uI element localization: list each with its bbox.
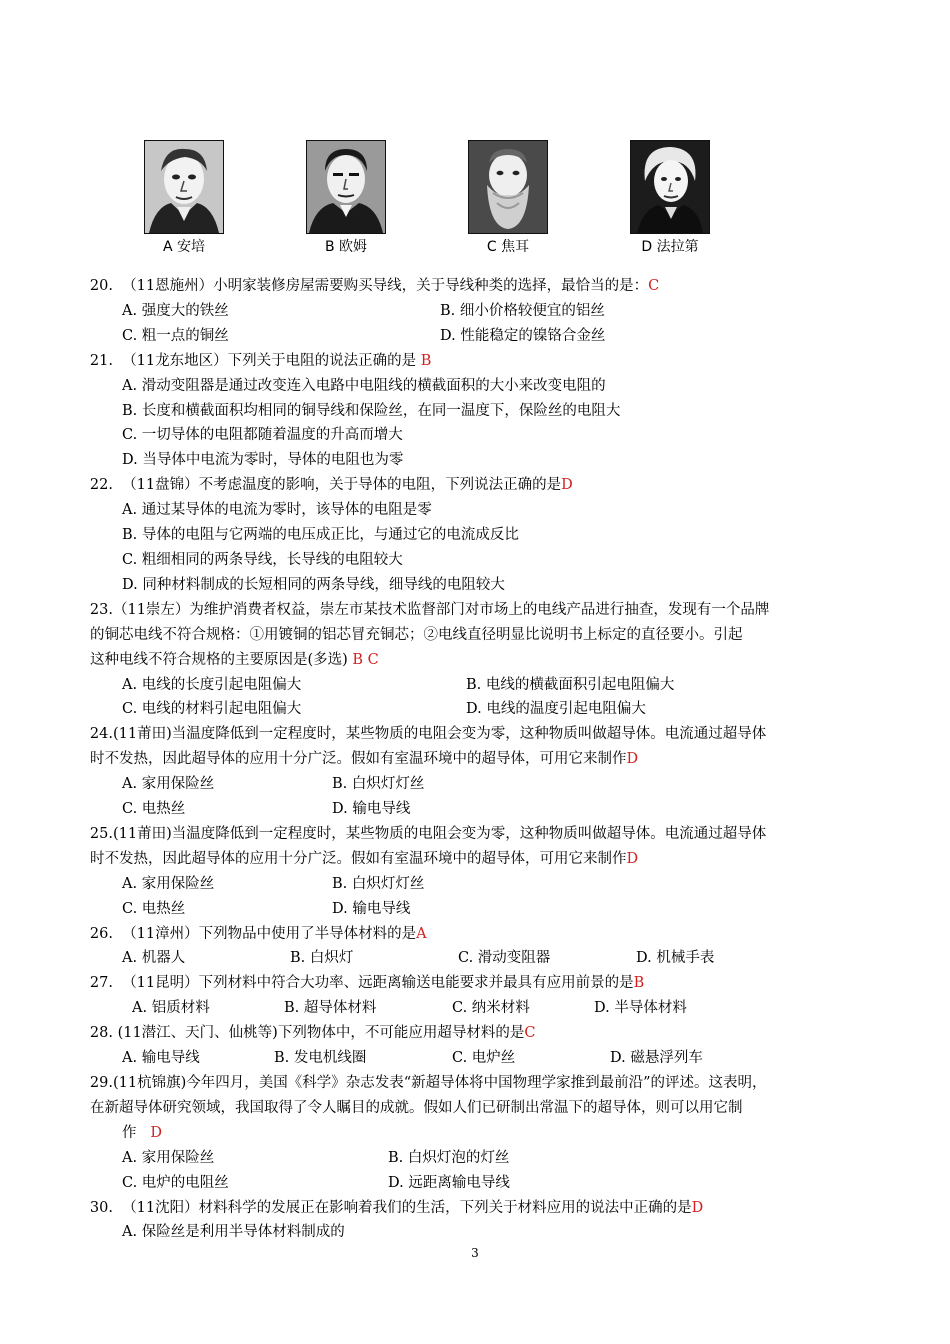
option: A. 铝质材料 bbox=[132, 1000, 210, 1017]
answer: D bbox=[150, 1124, 162, 1141]
options-row bbox=[90, 1046, 865, 1071]
options-row bbox=[90, 324, 865, 349]
options-row bbox=[90, 673, 865, 698]
option: B. 白炽灯灯丝 bbox=[332, 776, 425, 793]
option: B. 电线的横截面积引起电阻偏大 bbox=[466, 676, 675, 693]
portrait-faraday bbox=[628, 140, 712, 255]
option: B. 细小价格较便宜的铝丝 bbox=[440, 302, 605, 319]
question-28 bbox=[90, 1021, 865, 1071]
option: C. 电炉丝 bbox=[452, 1050, 516, 1067]
page-number: 3 bbox=[471, 1246, 479, 1260]
option: A. 保险丝是利用半导体材料制成的 bbox=[122, 1224, 345, 1241]
options-row bbox=[90, 946, 865, 971]
portrait-photo bbox=[468, 140, 548, 234]
options-row bbox=[90, 299, 865, 324]
option: D. 性能稳定的镍铬合金丝 bbox=[440, 327, 606, 344]
question-stem: 26. （11漳州）下列物品中使用了半导体材料的是A bbox=[89, 925, 427, 942]
portrait-ohm bbox=[304, 140, 388, 255]
option: C. 粗一点的铜丝 bbox=[122, 327, 229, 344]
question-27 bbox=[90, 971, 865, 1021]
question-list bbox=[90, 274, 865, 1245]
option: A. 输电导线 bbox=[122, 1050, 200, 1067]
question-stem: 20. （11恩施州）小明家装修房屋需要购买导线，关于导线种类的选择，最恰当的是：C bbox=[89, 278, 660, 294]
option: D. 机械手表 bbox=[636, 950, 715, 967]
option: A. 家用保险丝 bbox=[122, 1149, 215, 1166]
option: C. 滑动变阻器 bbox=[458, 950, 551, 967]
question-stem: 27. （11昆明）下列材料中符合大功率、远距离输送电能要求并最具有应用前景的是B bbox=[89, 975, 645, 992]
option: B. 导体的电阻与它两端的电压成正比，与通过它的电流成反比 bbox=[122, 527, 519, 544]
question-29 bbox=[90, 1071, 865, 1196]
options-row bbox=[90, 872, 865, 897]
option: D. 同种材料制成的长短相同的两条导线，细导线的电阻较大 bbox=[122, 576, 505, 593]
question-stem-continued: 这种电线不符合规格的主要原因是(多选) B C bbox=[90, 651, 379, 668]
option: C. 电热丝 bbox=[122, 801, 186, 818]
answer: A bbox=[416, 925, 427, 942]
portrait-photo bbox=[144, 140, 224, 234]
answer: B bbox=[633, 975, 645, 992]
option: A. 通过某导体的电流为零时，该导体的电阻是零 bbox=[122, 502, 432, 519]
question-25 bbox=[90, 822, 865, 922]
option: D. 半导体材料 bbox=[594, 1000, 687, 1017]
question-stem: 21. （11龙东地区）下列关于电阻的说法正确的是 B bbox=[89, 352, 432, 369]
option: A. 电线的长度引起电阻偏大 bbox=[122, 676, 302, 693]
portrait-caption: C 焦耳 bbox=[486, 239, 530, 255]
option: D. 输电导线 bbox=[332, 900, 411, 917]
option: A. 家用保险丝 bbox=[122, 776, 215, 793]
option: D. 输电导线 bbox=[332, 801, 411, 818]
answer: C bbox=[648, 278, 660, 294]
portrait-photo bbox=[306, 140, 386, 234]
question-stem: 28. (11潜江、天门、仙桃等)下列物体中，不可能应用超导材料的是C bbox=[89, 1025, 536, 1042]
question-stem-continued: 作 D bbox=[122, 1124, 162, 1141]
question-20 bbox=[90, 274, 865, 349]
answer: D bbox=[626, 850, 639, 867]
option: A. 机器人 bbox=[122, 950, 186, 967]
option: B. 长度和横截面积均相同的铜导线和保险丝，在同一温度下，保险丝的电阻大 bbox=[122, 402, 621, 419]
question-24 bbox=[90, 722, 865, 822]
answer: D bbox=[561, 477, 573, 494]
option: A. 强度大的铁丝 bbox=[122, 302, 229, 319]
options-row bbox=[90, 1171, 865, 1196]
question-stem-continued: 在新超导体研究领域，我国取得了令人瞩目的成就。假如人们已研制出常温下的超导体，则可以用它制 bbox=[90, 1099, 743, 1116]
option: B. 白炽灯灯丝 bbox=[332, 875, 425, 892]
options-row bbox=[90, 996, 865, 1021]
portrait-ampere bbox=[142, 140, 226, 255]
question-23 bbox=[90, 598, 865, 723]
options-row bbox=[90, 797, 865, 822]
option: D. 电线的温度引起电阻偏大 bbox=[466, 701, 646, 718]
options-row bbox=[90, 697, 865, 722]
option: B. 白炽灯泡的灯丝 bbox=[388, 1149, 510, 1166]
option: C. 电炉的电阻丝 bbox=[122, 1174, 229, 1191]
portrait-caption: D 法拉第 bbox=[641, 239, 699, 255]
question-stem-continued: 时不发热，因此超导体的应用十分广泛。假如有室温环境中的超导体，可用它来制作D bbox=[90, 751, 639, 768]
question-22 bbox=[90, 473, 865, 598]
question-stem: 22. （11盘锦）不考虑温度的影响，关于导体的电阻，下列说法正确的是D bbox=[89, 477, 573, 494]
option: B. 白炽灯 bbox=[290, 950, 354, 967]
answer: B bbox=[420, 352, 432, 369]
question-stem: 29.(11杭锦旗)今年四月，美国《科学》杂志发表“新超导体将中国物理学家推到最前沿”的评述。这表明， bbox=[89, 1075, 767, 1091]
question-30 bbox=[90, 1196, 865, 1246]
options-row bbox=[90, 772, 865, 797]
question-stem: 25.(11莆田)当温度降低到一定程度时，某些物质的电阻会变为零，这种物质叫做超导体。电流通过超导体 bbox=[89, 825, 767, 842]
answer: D bbox=[626, 751, 639, 768]
portrait-joule bbox=[466, 140, 550, 255]
question-stem-continued: 的铜芯电线不符合规格：①用镀铜的铝芯冒充铜芯；②电线直径明显比说明书上标定的直径要小。引起 bbox=[90, 626, 743, 643]
portrait-caption: B 欧姆 bbox=[324, 239, 368, 255]
question-21 bbox=[90, 349, 865, 474]
question-26 bbox=[90, 922, 865, 972]
portrait-figure bbox=[142, 140, 742, 258]
question-stem: 23.（11崇左）为维护消费者权益，崇左市某技术监督部门对市场上的电线产品进行抽查，发现有一个品牌 bbox=[89, 601, 770, 618]
option: B. 超导体材料 bbox=[284, 1000, 377, 1017]
answer: D bbox=[691, 1199, 704, 1216]
option: D. 磁悬浮列车 bbox=[610, 1050, 703, 1067]
portrait-caption: A 安培 bbox=[162, 239, 206, 255]
question-stem: 24.(11莆田)当温度降低到一定程度时，某些物质的电阻会变为零，这种物质叫做超导体。电流通过超导体 bbox=[89, 726, 767, 743]
portrait-photo bbox=[630, 140, 710, 234]
option: D. 当导体中电流为零时，导体的电阻也为零 bbox=[122, 452, 404, 469]
option: C. 粗细相同的两条导线，长导线的电阻较大 bbox=[122, 551, 403, 568]
answer: C bbox=[524, 1025, 536, 1042]
option: B. 发电机线圈 bbox=[274, 1050, 367, 1067]
option: C. 纳米材料 bbox=[452, 1000, 530, 1017]
option: A. 滑动变阻器是通过改变连入电路中电阻线的横截面积的大小来改变电阻的 bbox=[122, 377, 606, 394]
option: C. 一切导体的电阻都随着温度的升高而增大 bbox=[122, 427, 403, 444]
question-stem-continued: 时不发热，因此超导体的应用十分广泛。假如有室温环境中的超导体，可用它来制作D bbox=[90, 850, 639, 867]
option: D. 远距离输电导线 bbox=[388, 1174, 510, 1191]
option: C. 电热丝 bbox=[122, 900, 186, 917]
option: A. 家用保险丝 bbox=[122, 875, 215, 892]
option: C. 电线的材料引起电阻偏大 bbox=[122, 701, 302, 718]
options-row bbox=[90, 897, 865, 922]
question-stem: 30. （11沈阳）材料科学的发展正在影响着我们的生活，下列关于材料应用的说法中正确的是D bbox=[89, 1199, 704, 1216]
options-row bbox=[90, 1146, 865, 1171]
answer: B C bbox=[352, 651, 379, 668]
